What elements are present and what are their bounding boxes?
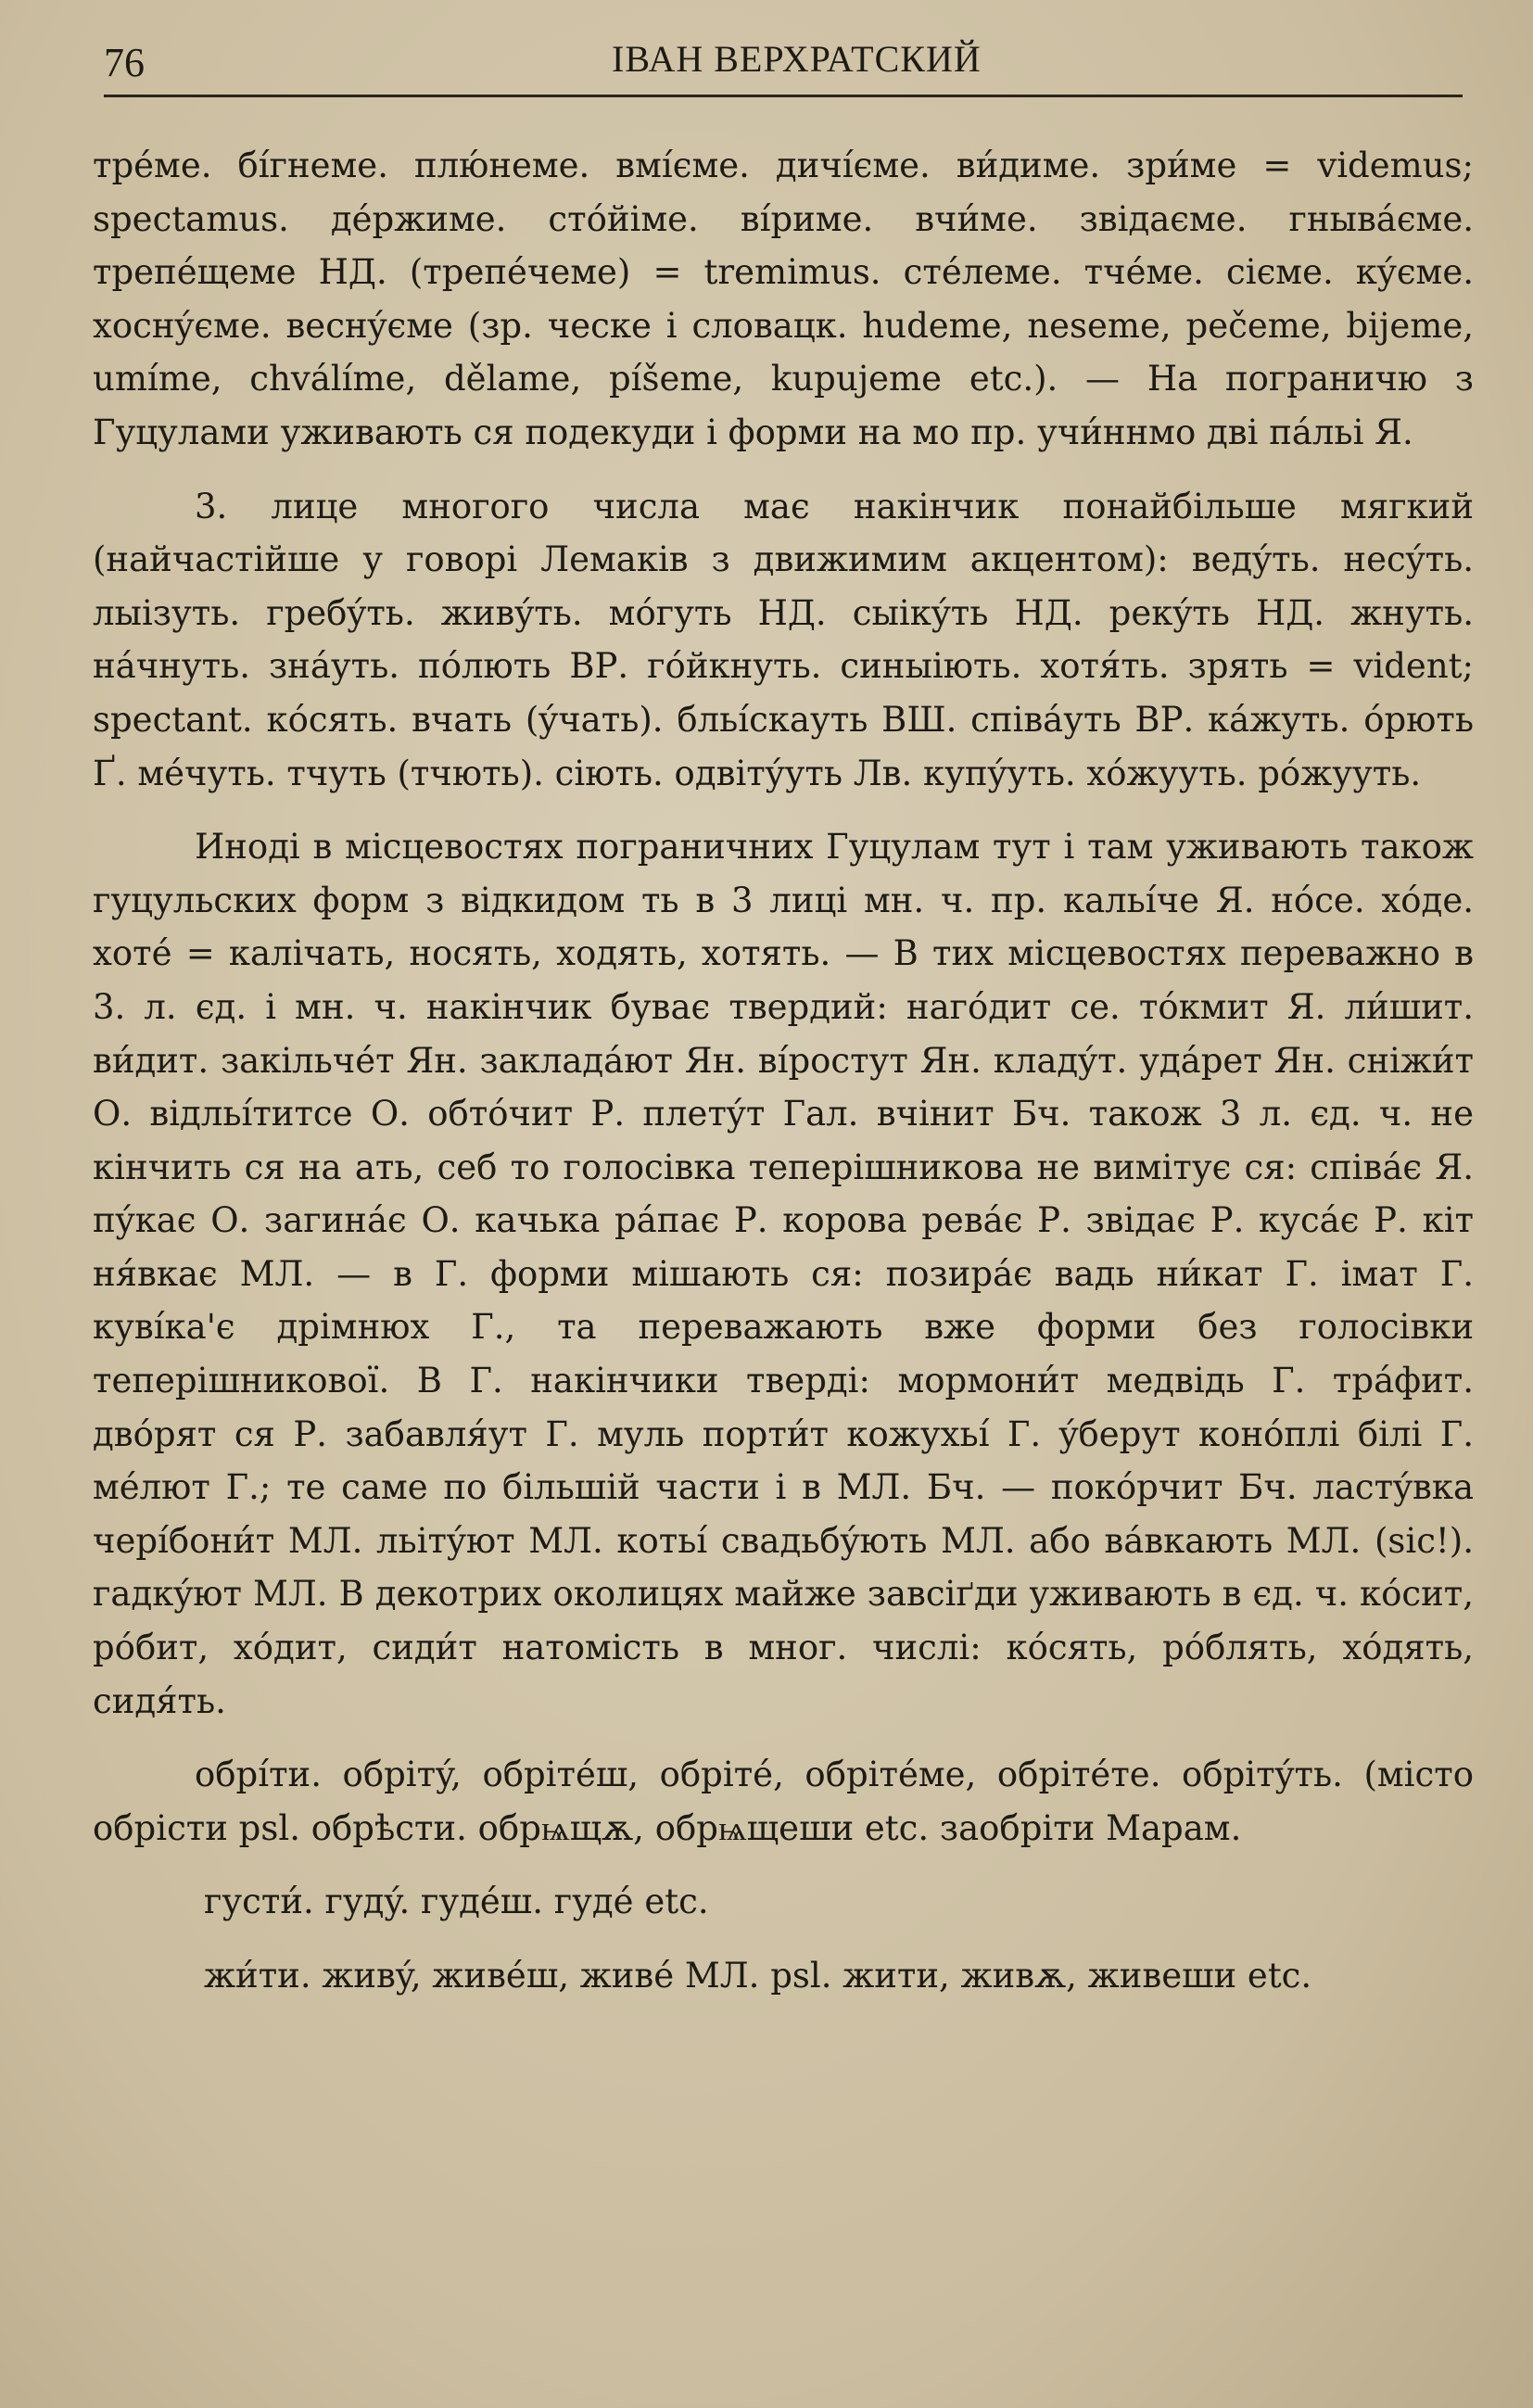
paragraph-4: обрі́ти. обрітý, обріте́ш, обріте́, обріте́ме, обріте́те. обрітýть. (місто обрісти psl. обрѣсти. обрѩщѫ, обрѩщеши etc. заобріти Марам. — [93, 1755, 1474, 1848]
header-rule — [104, 95, 1463, 97]
paragraph-6: жи́ти. живý, живе́ш, живе́ МЛ. psl. жити, живѫ, живеши etc. — [204, 1956, 1312, 1996]
running-title: ІВАН ВЕРХРАТСКИЙ — [612, 38, 982, 80]
paragraph-5: густи́. гудý. гуде́ш. гуде́ etc. — [204, 1882, 709, 1922]
paragraph-2: 3. лице многого числа має накінчик понайбільше мягкий (найчастійше у говорі Лемаків з движимим акцентом): ведýть. несýть. лыізуть. гребýть. живýть. мóгуть НД. сыікýть НД. рекýть НД. жнуть. нáчнуть. знáуть. пóлють ВР. гóйкнуть. синыіють. хотя́ть. зрять = vident; spectant. кóсять. вчать (ýчать). бльі́скауть ВШ. співáуть ВР. кáжуть. óрють Ґ. ме́чуть. тчуть (тчють). сіють. одвітýуть Лв. купýуть. хóжууть. рóжууть. — [93, 486, 1474, 793]
page-number: 76 — [104, 40, 145, 85]
paragraph-3: Иноді в місцевостях пограничних Гуцулам тут і там уживають також гуцульских форм з відкидом ть в 3 лиці мн. ч. пр. кальі́че Я. нóсе. хóде. хоте́ = калічать, носять, ходять, хотять. — В тих місцевостях переважно в 3. л. єд. і мн. ч. накінчик буває твердий: нагóдит се. тóкмит Я. ли́шит. ви́дит. закільче́т Ян. закладáют Ян. вíростут Ян. кладýт. удáрет Ян. сніжи́т О. відльі́титсе О. обтóчит Р. плетýт Гал. вчінит Бч. також 3 л. єд. ч. не кінчить ся на ать, себ то голосівка теперішникова не вимітує ся: співáє Я. пýкає О. загинáє О. качька рáпає Р. корова ревáє Р. звідає Р. кусáє Р. кіт ня́вкає МЛ. — в Г. форми мішають ся: позирáє вадь ни́кат Г. імат Г. кувíка'є дрімнюх Г., та переважають вже форми без голосівки теперішникової. В Г. накінчики тверді: мормони́т медвідь Г. трáфит. двóрят ся Р. забавля́ут Г. муль порти́т кожухьі́ Г. ýберут конóплі білі Г. ме́лют Г.; те саме по більшій части і в МЛ. Бч. — покóрчит Бч. ластýвка чері́бони́т МЛ. льітýют МЛ. котьі́ свадьбýють МЛ. або вáвкають МЛ. (sic!). гадкýют МЛ. В декотрих околицях майже завсіґди уживають в єд. ч. кóсит, рóбит, хóдит, сиди́т натомість в мног. числі: кóсять, рóблять, хóдять, сидя́ть. — [93, 827, 1474, 1721]
running-head — [93, 30, 1464, 95]
body-text — [93, 139, 1474, 2003]
paragraph-1: тре́ме. бі́гнеме. плю́неме. вмі́єме. дичі́єме. ви́димe. зри́ме = videmus; spectamus. де́ржиме. стóйіме. ві́риме. вчи́ме. звідаєме. гнывáєме. трепе́щеме НД. (трепе́чеме) = tremimus. сте́леме. тче́ме. сієме. кýєме. хоснýєме. веснýєме (зр. ческе і словацк. hudeme, neseme, pečeme, bijeme, umíme, chválíme, dělame, píšeme, kupujeme etc.). — На пограничю з Гуцулами уживають ся подекуди і форми на мо пр. учи́ннмо дві пáльі Я. — [93, 146, 1474, 452]
